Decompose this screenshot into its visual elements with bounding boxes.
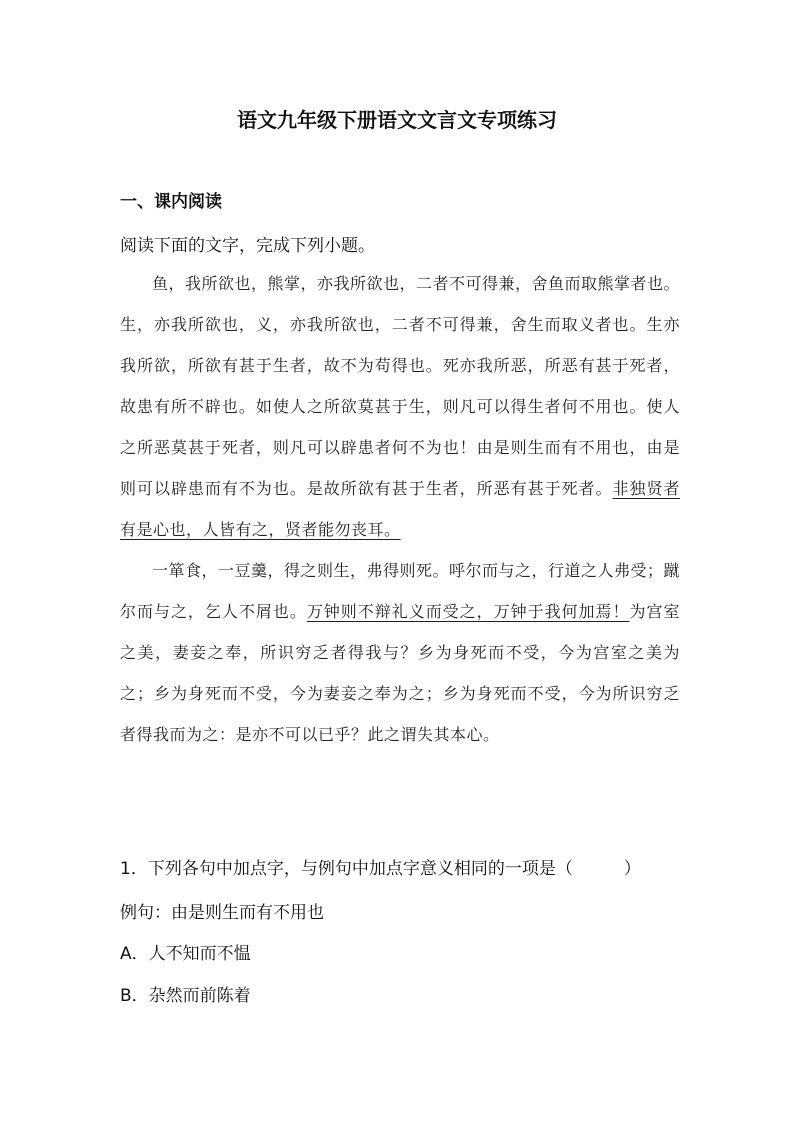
- option-a[interactable]: A．人不知而不愠: [120, 944, 251, 964]
- page-title: 语文九年级下册语文文言文专项练习: [237, 110, 557, 132]
- question-stem: 1．下列各句中加点字，与例句中加点字意义相同的一项是（ ）: [120, 859, 641, 879]
- passage-paragraph-1: [120, 263, 680, 550]
- option-b[interactable]: B．杂然而前陈着: [120, 986, 251, 1006]
- classical-passage: [120, 263, 680, 755]
- passage-text: 鱼，我所欲也，熊掌，亦我所欲也，二者不可得兼，舍鱼而取熊掌者也。生，亦我所欲也，义，亦我所欲也，二者不可得兼，舍生而取义者也。生亦我所欲，所欲有甚于生者，故不为苟得也。死亦我所恶，所恶有甚于死者，故患有所不辟也。如使人之所欲莫甚于生，则凡可以得生者何不用也。使人之所恶莫甚于死者，则凡可以辟患者何不为也！由是则生而有不用也，由是则可以辟患而有不为也。是故所欲有甚于生者，所恶有甚于死者。: [120, 274, 681, 498]
- passage-text: 为宫室之美，妻妾之奉，所识穷乏者得我与？乡为身死而不受，今为宫室之美为之；乡为身死而不受，今为妻妾之奉为之；乡为身死而不受，今为所识穷乏者得我而为之：是亦不可以已乎？此之谓失其本心。: [120, 602, 680, 744]
- underlined-sentence: 万钟则不辩礼义而受之，万钟于我何加焉！: [306, 602, 630, 621]
- reading-instruction: 阅读下面的文字，完成下列小题。: [120, 236, 375, 256]
- example-sentence: 例句：由是则生而有不用也: [120, 903, 324, 923]
- section-heading: 一、课内阅读: [120, 192, 222, 212]
- passage-text: 一箪食，一豆羹，得之则生，弗得则死。呼尔而与之，行道之人弗受；蹴尔而与之，乞人不屑也。: [120, 561, 681, 621]
- underlined-sentence: 非独贤者有是心也，人皆有之，贤者能勿丧耳。: [120, 479, 680, 539]
- passage-paragraph-2: [120, 550, 680, 755]
